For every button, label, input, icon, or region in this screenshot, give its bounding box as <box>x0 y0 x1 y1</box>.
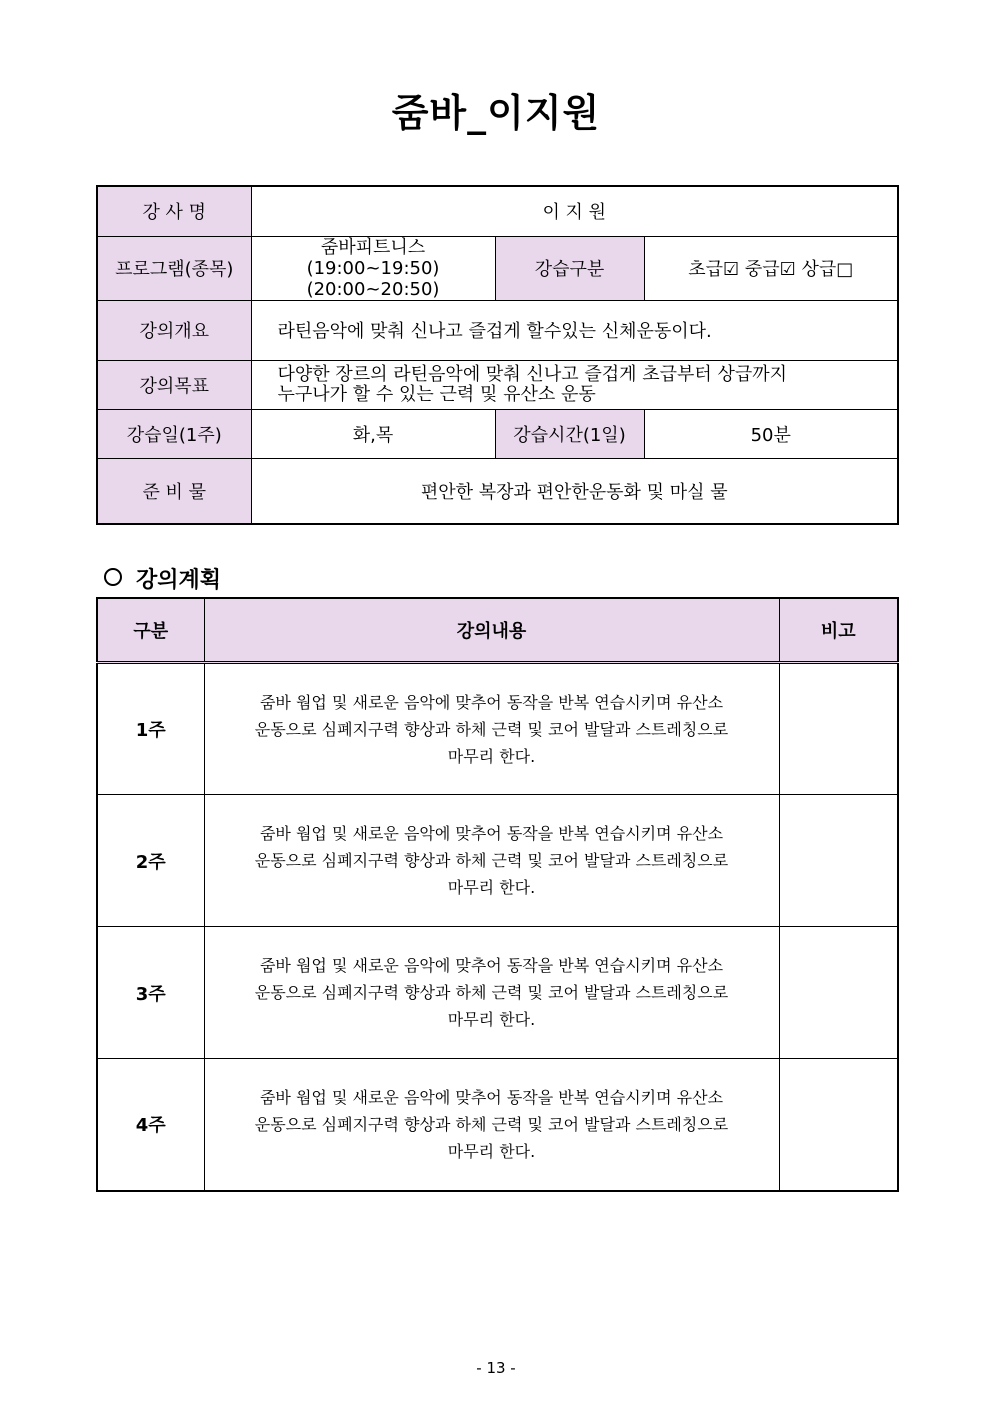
content-line: 줌바 웜업 및 새로운 음악에 맞추어 동작을 반복 연습시키며 유산소 <box>259 692 724 712</box>
circle-bullet-icon <box>104 568 122 586</box>
table-row <box>97 927 898 1059</box>
overview-label: 강의개요 <box>97 300 251 360</box>
program-line: (19:00~19:50) <box>306 257 440 279</box>
week-content <box>204 927 779 1059</box>
section-title: 강의계획 <box>136 568 222 593</box>
week-label: 3주 <box>97 927 204 1059</box>
content-line: 운동으로 심폐지구력 향상과 하체 근력 및 코어 발달과 스트레칭으로 <box>254 719 729 739</box>
table-row <box>97 1059 898 1191</box>
week-label: 1주 <box>97 663 204 795</box>
header-note: 비고 <box>779 598 898 663</box>
program-value <box>251 236 495 300</box>
supplies-label: 준 비 물 <box>97 458 251 524</box>
instructor-label: 강 사 명 <box>97 186 251 236</box>
instructor-value: 이 지 원 <box>251 186 898 236</box>
week-note <box>779 1059 898 1191</box>
table-row <box>97 663 898 795</box>
header-category: 구분 <box>97 598 204 663</box>
content-line: 줌바 웜업 및 새로운 음악에 맞추어 동작을 반복 연습시키며 유산소 <box>259 824 724 843</box>
week-label: 2주 <box>97 795 204 927</box>
goal-line: 다양한 장르의 라틴음악에 맞춰 신나고 즐겁게 초급부터 상급까지 <box>277 363 788 385</box>
content-line: 마무리 한다. <box>447 746 536 766</box>
content-line: 줌바 웜업 및 새로운 음악에 맞추어 동작을 반복 연습시키며 유산소 <box>259 956 724 975</box>
program-label: 프로그램(종목) <box>97 236 251 300</box>
course-info-table <box>96 185 899 525</box>
week-note <box>779 927 898 1059</box>
content-line: 마무리 한다. <box>447 1010 536 1029</box>
content-line: 운동으로 심폐지구력 향상과 하체 근력 및 코어 발달과 스트레칭으로 <box>254 983 729 1002</box>
header-content: 강의내용 <box>204 598 779 663</box>
week-label: 4주 <box>97 1059 204 1191</box>
week-note <box>779 663 898 795</box>
goal-line: 누구나가 할 수 있는 근력 및 유산소 운동 <box>277 383 596 405</box>
days-label: 강습일(1주) <box>97 409 251 458</box>
program-line: 줌바피트니스 <box>320 236 426 258</box>
program-line: (20:00~20:50) <box>306 278 440 300</box>
content-line: 운동으로 심폐지구력 향상과 하체 근력 및 코어 발달과 스트레칭으로 <box>254 1114 729 1134</box>
week-content <box>204 1059 779 1191</box>
table-row <box>97 795 898 927</box>
duration-value: 50분 <box>644 409 898 458</box>
duration-label: 강습시간(1일) <box>495 409 644 458</box>
goal-value <box>251 360 898 409</box>
level-value: 초급☑ 중급☑ 상급□ <box>644 236 898 300</box>
days-value: 화,목 <box>251 409 495 458</box>
page-number: - 13 - <box>476 1359 516 1377</box>
content-line: 마무리 한다. <box>447 878 536 897</box>
content-line: 줌바 웜업 및 새로운 음악에 맞추어 동작을 반복 연습시키며 유산소 <box>259 1087 724 1107</box>
lesson-plan-table <box>96 597 899 1192</box>
week-content <box>204 795 779 927</box>
goal-label: 강의목표 <box>97 360 251 409</box>
page-title: 줌바_이지원 <box>391 91 601 135</box>
content-line: 마무리 한다. <box>447 1141 536 1161</box>
week-content <box>204 663 779 795</box>
overview-value: 라틴음악에 맞춰 신나고 즐겁게 할수있는 신체운동이다. <box>251 300 898 360</box>
level-label: 강습구분 <box>495 236 644 300</box>
week-note <box>779 795 898 927</box>
supplies-value: 편안한 복장과 편안한운동화 및 마실 물 <box>251 458 898 524</box>
section-heading <box>104 563 221 594</box>
content-line: 운동으로 심폐지구력 향상과 하체 근력 및 코어 발달과 스트레칭으로 <box>254 851 729 870</box>
